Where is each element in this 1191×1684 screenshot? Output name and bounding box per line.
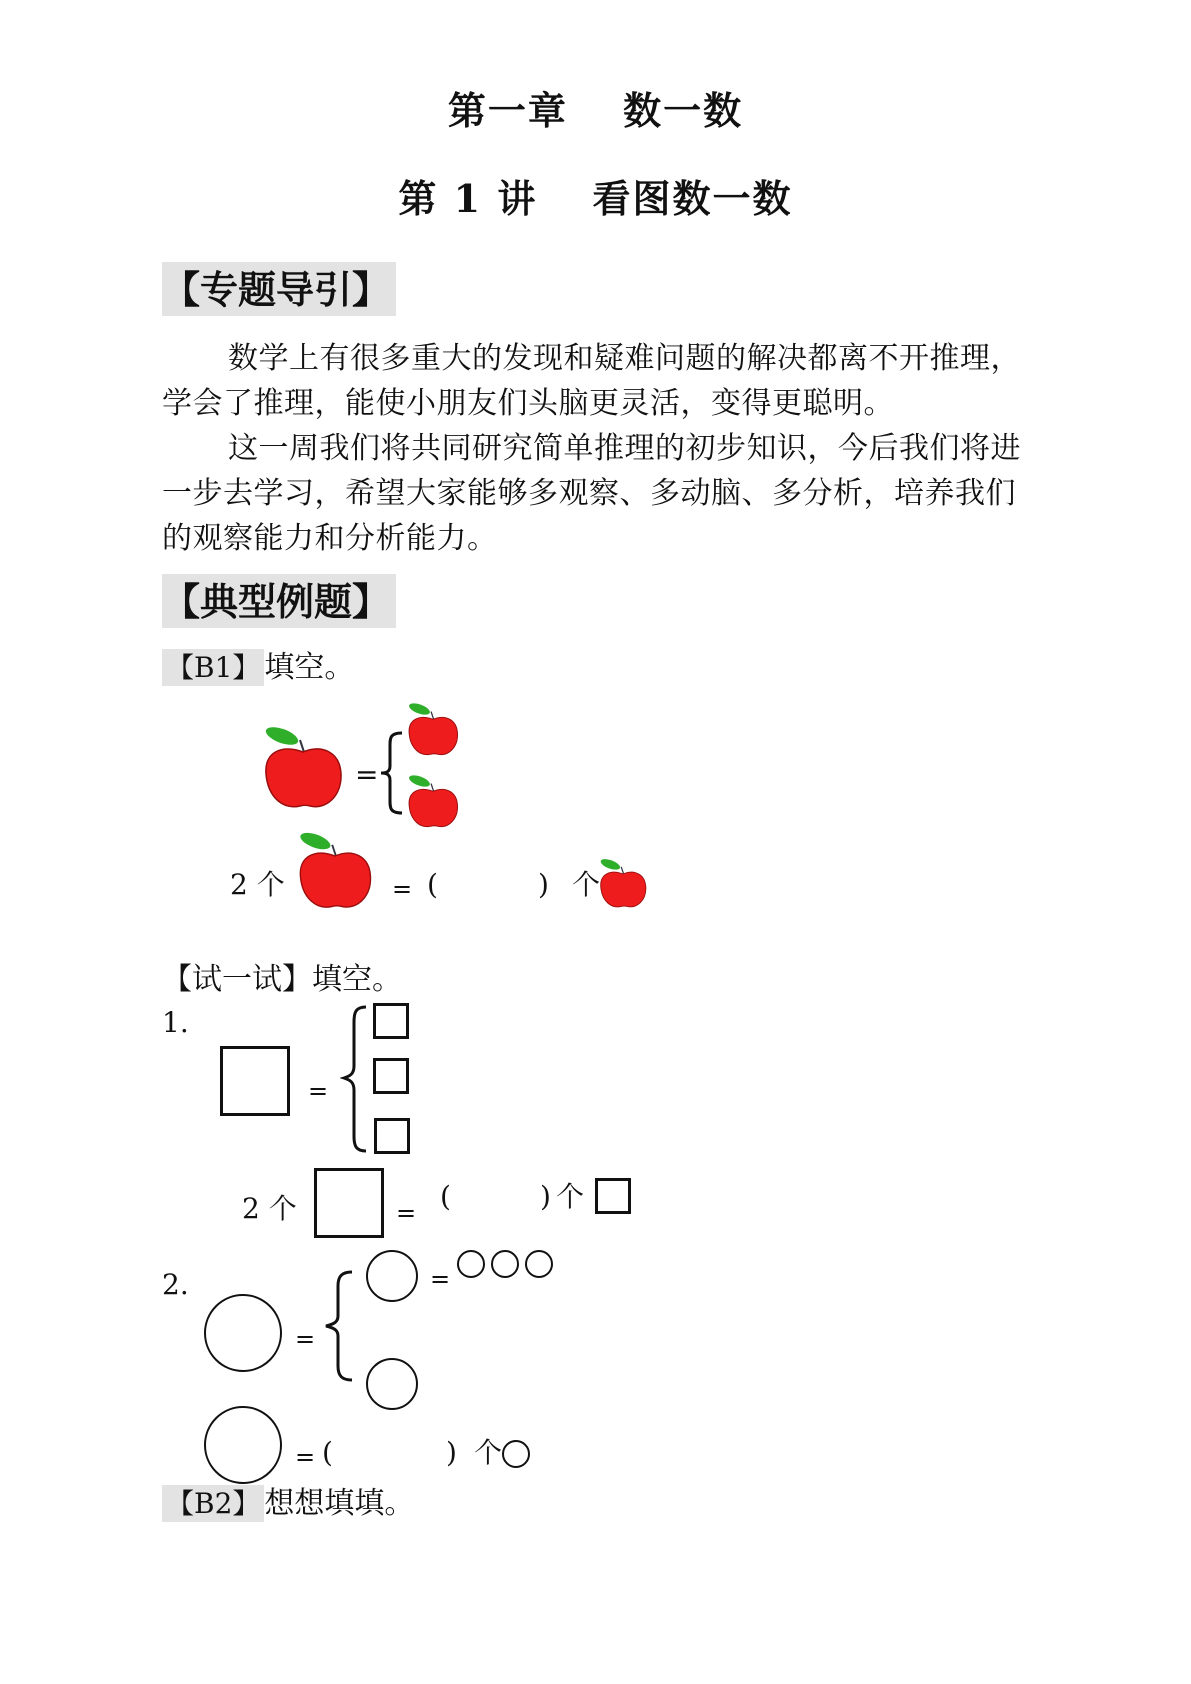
equals-sign: = (295, 1325, 316, 1353)
answer-blank[interactable] (440, 882, 550, 912)
question-b2 (162, 1482, 414, 1526)
brace-icon (340, 1004, 374, 1154)
close-paren: ) (446, 1436, 457, 1469)
small-square (373, 1058, 409, 1094)
question-tag: 【B1】 (162, 649, 264, 686)
small-circle (525, 1250, 553, 1278)
answer-blank[interactable] (456, 1186, 546, 1216)
question-prompt: 填空。 (264, 650, 355, 685)
unit-label: 个 (474, 1436, 503, 1469)
close-paren: ) (540, 1180, 551, 1213)
intro-text (162, 336, 1042, 561)
question-b1 (162, 646, 354, 690)
small-apple-icon (596, 856, 650, 910)
big-circle (204, 1294, 282, 1372)
small-circle (491, 1250, 519, 1278)
section-heading-examples: 【典型例题】 (162, 574, 396, 628)
open-paren: ( (322, 1436, 333, 1469)
small-square (374, 1118, 410, 1154)
small-apple-icon (405, 700, 461, 758)
count-label: 2 个 (230, 868, 285, 901)
small-square (373, 1003, 409, 1039)
question-prompt: 想想填填。 (264, 1486, 415, 1521)
chapter-title: 第一章 数一数 (447, 88, 744, 133)
item-number: 1. (162, 1006, 189, 1039)
big-apple-icon (294, 828, 376, 912)
try-heading: 【试一试】填空。 (162, 962, 402, 997)
small-square (595, 1178, 631, 1214)
equals-sign: = (396, 1199, 417, 1227)
open-paren: ( (440, 1180, 451, 1213)
medium-circle (366, 1358, 418, 1410)
brace-icon (322, 1268, 356, 1384)
small-circle (457, 1250, 485, 1278)
open-paren: ( (427, 868, 438, 901)
answer-blank[interactable] (340, 1440, 440, 1470)
item-number: 2. (162, 1268, 189, 1301)
big-apple-icon (262, 722, 344, 812)
intro-paragraph: 这一周我们将共同研究简单推理的初步知识，今后我们将进一步去学习，希望大家能够多观察、多动脑、多分析，培养我们的观察能力和分析能力。 (162, 431, 1021, 556)
unit-label: 个 (572, 868, 601, 901)
small-apple-icon (405, 772, 461, 830)
intro-paragraph: 数学上有很多重大的发现和疑难问题的解决都离不开推理，学会了推理，能使小朋友们头脑更灵活，变得更聪明。 (162, 341, 1021, 421)
equals-sign: = (392, 875, 413, 903)
equals-sign: = (355, 758, 379, 791)
lesson-title: 第 1 讲 看图数一数 (398, 176, 793, 221)
section-heading-intro: 【专题导引】 (162, 262, 396, 316)
big-square (220, 1046, 290, 1116)
big-circle (204, 1406, 282, 1484)
unit-label: 个 (556, 1180, 585, 1213)
medium-circle (366, 1250, 418, 1302)
big-square (314, 1168, 384, 1238)
count-label: 2 个 (242, 1192, 297, 1225)
small-circle (502, 1440, 530, 1468)
close-paren: ) (538, 868, 549, 901)
equals-sign: = (430, 1265, 451, 1293)
equals-sign: = (308, 1077, 329, 1105)
question-tag: 【B2】 (162, 1485, 264, 1522)
equals-sign: = (295, 1443, 316, 1471)
